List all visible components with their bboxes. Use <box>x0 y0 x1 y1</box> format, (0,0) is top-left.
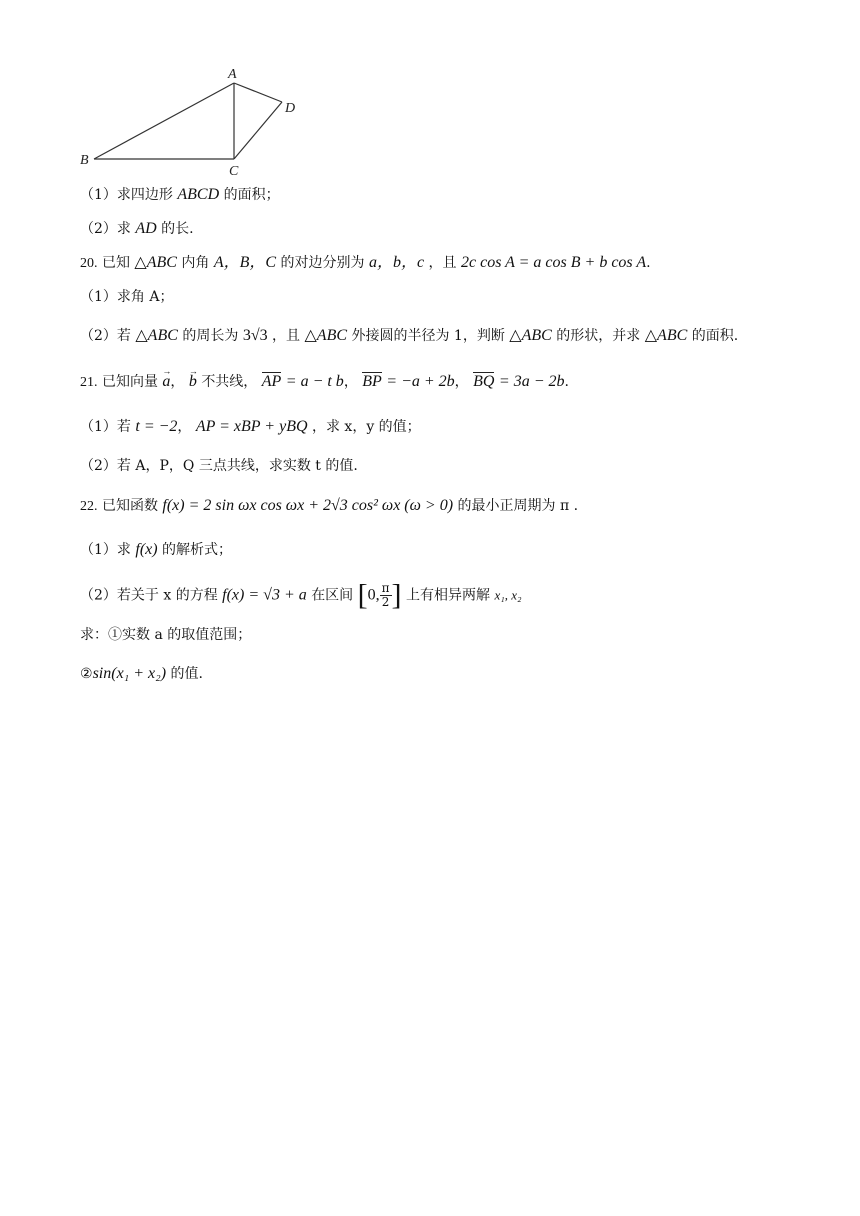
vector-a: a → <box>162 372 170 392</box>
q20-part2-b: 的周长为 <box>182 328 239 344</box>
q21-part1: （1）若 t = −2， AP = xBP + yBQ ，求 x，y 的值； <box>80 418 421 435</box>
q22-part1 <box>80 540 232 560</box>
q21-bp-equation: = −a + 2b <box>386 373 455 390</box>
q22-part2 <box>80 578 522 612</box>
q22-sub1-text: 求：①实数 a 的取值范围； <box>80 627 252 643</box>
q22-stem <box>80 496 578 517</box>
q20-triangle: △ABC <box>134 254 177 271</box>
label-c: C <box>229 164 239 179</box>
q21-bq-equation: = 3a − 2b <box>498 373 565 390</box>
q22-stem-a: 已知函数 <box>101 498 158 514</box>
q22-sub2-math: sin(x₁ + x₂) <box>92 665 167 682</box>
q22-sub2 <box>80 664 203 684</box>
interval-lower: 0, <box>367 586 380 604</box>
q22-function: f(x) = 2 sin ωx cos ωx + 2√3 cos² ωx (ω > 0) <box>162 497 454 514</box>
vector-bq: BQ <box>473 373 495 390</box>
q22-stem-b: 的最小正周期为 π . <box>457 498 579 514</box>
q21-stem-a: 已知向量 <box>101 374 158 390</box>
q19-part1-text: （1）求四边形 <box>80 187 173 203</box>
q19-part2 <box>80 219 194 239</box>
q21-ap-equation: = a − t b <box>285 373 344 390</box>
q22-part1-a: （1）求 <box>80 542 131 558</box>
q21-part2-text: （2）若 A，P，Q 三点共线，求实数 t 的值. <box>80 458 358 474</box>
q20-stem-d: ，且 <box>428 255 457 271</box>
q20-perimeter-value: 3√3 <box>242 327 268 344</box>
q20-number: 20. <box>80 256 98 271</box>
q22-sub1 <box>80 625 251 645</box>
segment-dc <box>234 102 282 159</box>
q20-part2-triangle-2: △ABC <box>304 327 348 344</box>
q19-part2-end: 的长. <box>161 221 194 237</box>
q20-part2-triangle-1: △ABC <box>135 327 178 344</box>
q19-part1-end: 的面积； <box>223 187 280 203</box>
q21-part1-a: （1）若 <box>80 419 131 435</box>
q22-part2-equation: f(x) = √3 + a <box>222 586 307 604</box>
q22-sub2-a: ② <box>80 666 93 682</box>
vector-ap: AP <box>261 373 282 390</box>
q21-part2 <box>80 456 358 476</box>
q20-part2-c: ，且 <box>272 328 301 344</box>
q22-number: 22. <box>80 499 98 514</box>
q20-part1 <box>80 287 173 307</box>
q21-stem-b: 不共线， <box>201 374 258 390</box>
q21-t-value: t = −2 <box>135 418 178 435</box>
q19-part2-text: （2）求 <box>80 221 131 237</box>
label-b: B <box>80 153 89 168</box>
q20-part1-text: （1）求角 A； <box>80 289 174 305</box>
q19-part2-math: AD <box>135 220 157 237</box>
q21-part1-b: ，求 x，y 的值； <box>311 419 421 435</box>
q20-part2 <box>80 326 738 346</box>
q19-part1-math: ABCD <box>177 186 220 203</box>
q20-stem: 20. 已知 △ABC 内角 A，B，C 的对边分别为 a，b，c ，且 2c cos A = a cos B + b cos A. <box>80 254 651 271</box>
q21-number: 21. <box>80 375 98 390</box>
q22-part1-b: 的解析式； <box>162 542 233 558</box>
q21-stem: 21. 已知向量 a →， b → 不共线， AP = a − t b， BP = −a + 2b， BQ = 3a − 2b. <box>80 372 569 393</box>
q20-part2-d: 外接圆的半径为 1，判断 <box>351 328 505 344</box>
interval-denominator: 2 <box>381 595 390 609</box>
q22-solutions: x₁, x₂ <box>494 587 522 603</box>
segment-ad <box>234 83 282 102</box>
q22-part2-c: 上有相异两解 <box>405 587 490 604</box>
q21-part1-equation: AP = xBP + yBQ <box>195 418 308 435</box>
label-a: A <box>228 67 237 82</box>
q20-stem-a: 已知 <box>101 255 130 271</box>
q20-stem-b: 内角 <box>181 255 210 271</box>
q20-angles: A，B，C <box>213 254 277 271</box>
q20-sides: a，b，c <box>368 254 425 271</box>
q20-part2-a: （2）若 <box>80 328 131 344</box>
interval-numerator: π <box>381 581 390 595</box>
vector-bp: BP <box>362 373 382 390</box>
vector-b: b → <box>189 372 197 392</box>
segment-ab <box>94 83 234 159</box>
q22-part2-b: 在区间 <box>311 587 354 604</box>
q20-part2-triangle-3: △ABC <box>509 327 552 344</box>
q20-part2-f: 的面积. <box>691 328 739 344</box>
quadrilateral-diagram <box>70 62 320 182</box>
q20-part2-triangle-4: △ABC <box>644 327 688 344</box>
q20-equation: 2c cos A = a cos B + b cos A <box>461 254 647 271</box>
geometry-figure <box>70 62 320 182</box>
q20-stem-c: 的对边分别为 <box>280 255 365 271</box>
q22-sub2-b: 的值. <box>170 666 203 682</box>
q19-part1 <box>80 185 280 205</box>
q22-part1-function: f(x) <box>135 541 158 558</box>
q20-part2-e: 的形状，并求 <box>556 328 641 344</box>
interval-left-bracket: [ <box>357 578 368 612</box>
interval-upper-fraction <box>380 582 392 609</box>
q22-part2-a: （2）若关于 x 的方程 <box>80 587 218 604</box>
interval-right-bracket: ] <box>391 578 402 612</box>
label-d: D <box>285 101 296 116</box>
